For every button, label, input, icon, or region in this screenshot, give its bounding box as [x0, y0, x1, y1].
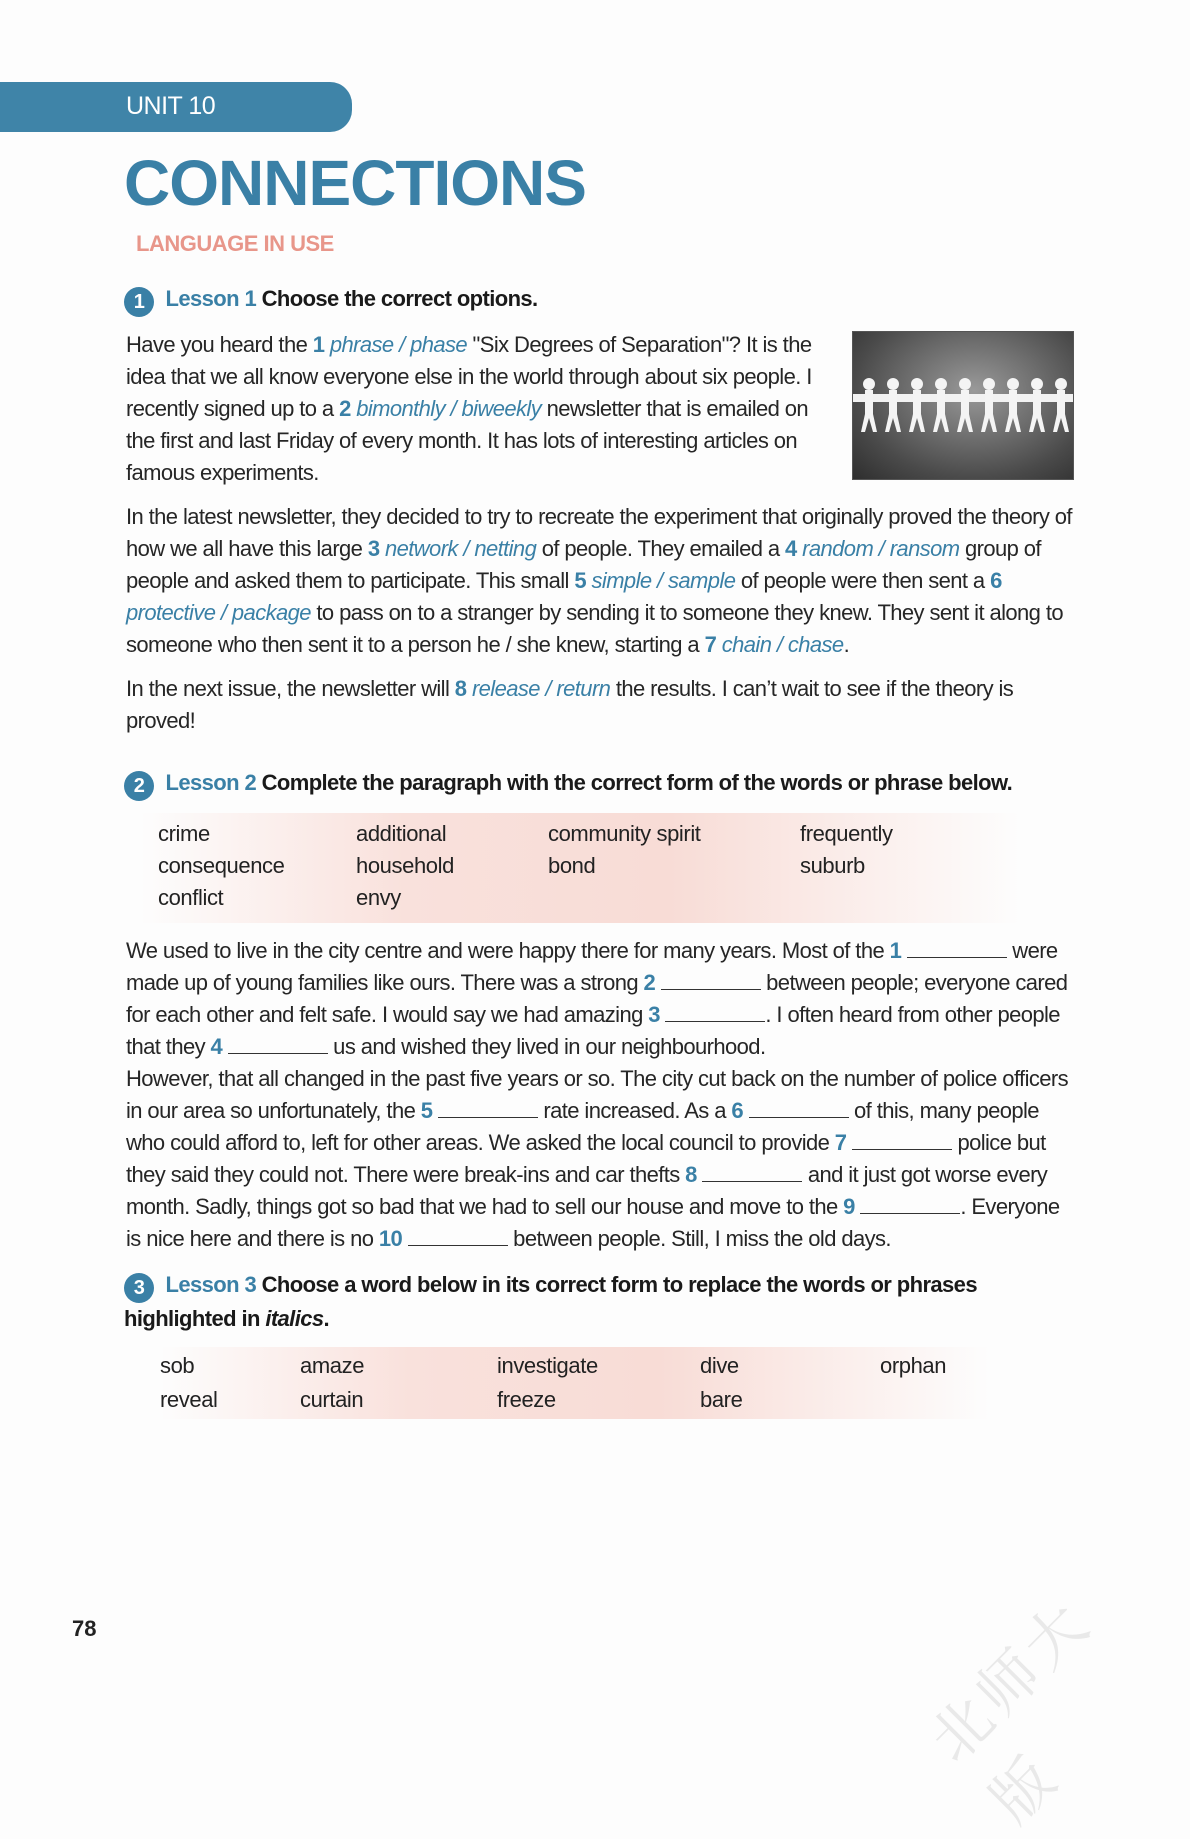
lesson-label: Lesson 2: [165, 770, 257, 795]
watermark: 北师大版: [917, 1587, 1105, 1836]
item-number: 3: [648, 1002, 660, 1027]
lesson1-intro-row: [124, 329, 1074, 501]
word-option: orphan: [880, 1353, 947, 1378]
answer-blank[interactable]: [749, 1097, 849, 1118]
item-number: 9: [843, 1194, 855, 1219]
text: the results. I can’t wait to see if the theory is proved!: [126, 676, 1014, 733]
text: of this, many people who could afford to, left for other areas. We asked the local council to provide: [126, 1098, 1039, 1155]
answer-blank[interactable]: [665, 1001, 765, 1022]
word-option: reveal: [160, 1387, 218, 1412]
text: rate increased. As a: [537, 1098, 732, 1123]
word-option: crime: [158, 821, 210, 846]
item-number: 6: [731, 1098, 744, 1123]
lesson2-paragraph: [126, 935, 1074, 1255]
text: and it just got worse every month. Sadly, things got so bad that we had to sell our house and move to the: [126, 1162, 1048, 1219]
word-option: envy: [356, 885, 401, 910]
text: .: [843, 632, 850, 657]
text: were made up of young families like ours. There was a strong: [126, 938, 1058, 995]
word-option: consequence: [158, 853, 285, 878]
text: of people. They emailed a: [536, 536, 786, 561]
word-option: frequently: [800, 821, 893, 846]
text: to pass on to a stranger by sending it to someone they knew. They sent it along to someone who then sent it to a person he / she knew, starting a: [126, 600, 1063, 657]
page-number: 78: [72, 1616, 97, 1641]
lesson1-paragraph-3: [126, 673, 1074, 737]
unit-label: UNIT 10: [126, 92, 216, 120]
item-number: 2: [643, 970, 656, 995]
answer-blank[interactable]: [860, 1193, 960, 1214]
text: between people; everyone cared for each other and felt safe. I would say we had amazing: [126, 970, 1068, 1027]
lesson1-heading: [124, 283, 1074, 317]
item-number: 7: [834, 1130, 847, 1155]
word-option: suburb: [800, 853, 865, 878]
option-choice: bimonthly / biweekly: [356, 396, 542, 421]
answer-blank[interactable]: [852, 1129, 952, 1150]
item-number: 10: [378, 1226, 403, 1251]
option-choice: protective / package: [126, 600, 311, 625]
option-choice: phrase / phase: [329, 332, 468, 357]
text: "Six Degrees of Separation"? It is the idea that we all know everyone else in the world through about six people. I recently signed up to a: [126, 332, 812, 421]
option-choice: release / return: [471, 676, 611, 701]
word-option: curtain: [300, 1387, 364, 1412]
item-number: 3: [367, 536, 380, 561]
word-option: additional: [356, 821, 447, 846]
lesson1-paragraph-2: [126, 501, 1074, 661]
word-box: [140, 813, 1020, 923]
item-number: 1: [889, 938, 902, 963]
text: However, that all changed in the past five years or so. The city cut back on the number of police officers in our area so unfortunately, the: [126, 1066, 1069, 1123]
word-option: household: [356, 853, 454, 878]
item-number: 1: [312, 332, 325, 357]
instruction: Choose the correct options.: [261, 286, 538, 311]
exercise-number-badge: 2: [124, 771, 154, 801]
section-title: LANGUAGE IN USE: [136, 231, 334, 256]
answer-blank[interactable]: [408, 1225, 508, 1246]
lesson2-heading: [124, 767, 1074, 801]
page-title: CONNECTIONS: [124, 147, 586, 219]
word-box: [160, 1347, 990, 1419]
item-number: 7: [704, 632, 717, 657]
item-number: 4: [785, 536, 797, 561]
word-option: dive: [700, 1353, 739, 1378]
word-option: amaze: [300, 1353, 365, 1378]
word-option: sob: [160, 1353, 195, 1378]
answer-blank[interactable]: [228, 1033, 328, 1054]
instruction: Choose a word below in its correct form to replace the words or phrases highlighted in: [124, 1272, 977, 1331]
lesson-label: Lesson 3: [165, 1272, 257, 1297]
text: . I often heard from other people that they: [126, 1002, 1060, 1059]
item-number: 8: [454, 676, 467, 701]
lesson-label: Lesson 1: [165, 286, 257, 311]
item-number: 4: [210, 1034, 223, 1059]
exercise-number-badge: 3: [124, 1273, 154, 1303]
item-number: 5: [420, 1098, 433, 1123]
text: police but they said they could not. There were break-ins and car thefts: [126, 1130, 1046, 1187]
paper-chain-people-image: [852, 331, 1074, 480]
text: us and wished they lived in our neighbourhood.: [327, 1034, 766, 1059]
instruction-end: .: [323, 1306, 329, 1331]
text: In the next issue, the newsletter will: [126, 676, 455, 701]
text: between people. Still, I miss the old days.: [507, 1226, 891, 1251]
text: newsletter that is emailed on the first and last Friday of every month. It has lots of interesting articles on famous experiments.: [126, 396, 809, 485]
text: . Everyone is nice here and there is no: [126, 1194, 1060, 1251]
answer-blank[interactable]: [702, 1161, 802, 1182]
word-option: conflict: [158, 885, 224, 910]
text: Have you heard the: [126, 332, 313, 357]
paper-people-icon: [853, 332, 1073, 479]
page-content: [124, 283, 1074, 1431]
item-number: 6: [990, 568, 1002, 593]
lesson3-heading: [124, 1269, 1074, 1335]
text: of people were then sent a: [735, 568, 991, 593]
item-number: 5: [574, 568, 586, 593]
option-choice: network / netting: [384, 536, 537, 561]
word-option: community spirit: [548, 821, 701, 846]
text: We used to live in the city centre and were happy there for many years. Most of the: [126, 938, 890, 963]
item-number: 8: [685, 1162, 697, 1187]
text: In the latest newsletter, they decided to try to recreate the experiment that originally proved the theory of how we all have this large: [126, 504, 1072, 561]
answer-blank[interactable]: [438, 1097, 538, 1118]
option-choice: simple / sample: [591, 568, 736, 593]
exercise-number-badge: 1: [124, 287, 154, 317]
option-choice: chain / chase: [721, 632, 844, 657]
text: group of people and asked them to participate. This small: [126, 536, 1041, 593]
lesson1-paragraph-1: [126, 329, 826, 489]
instruction: Complete the paragraph with the correct form of the words or phrase below.: [261, 770, 1013, 795]
answer-blank[interactable]: [907, 937, 1007, 958]
option-choice: random / ransom: [802, 536, 960, 561]
word-option: investigate: [497, 1353, 598, 1378]
word-option: bare: [700, 1387, 743, 1412]
item-number: 2: [339, 396, 351, 421]
answer-blank[interactable]: [661, 969, 761, 990]
word-option: freeze: [497, 1387, 556, 1412]
instruction-italic: italics: [265, 1306, 324, 1331]
word-option: bond: [548, 853, 596, 878]
